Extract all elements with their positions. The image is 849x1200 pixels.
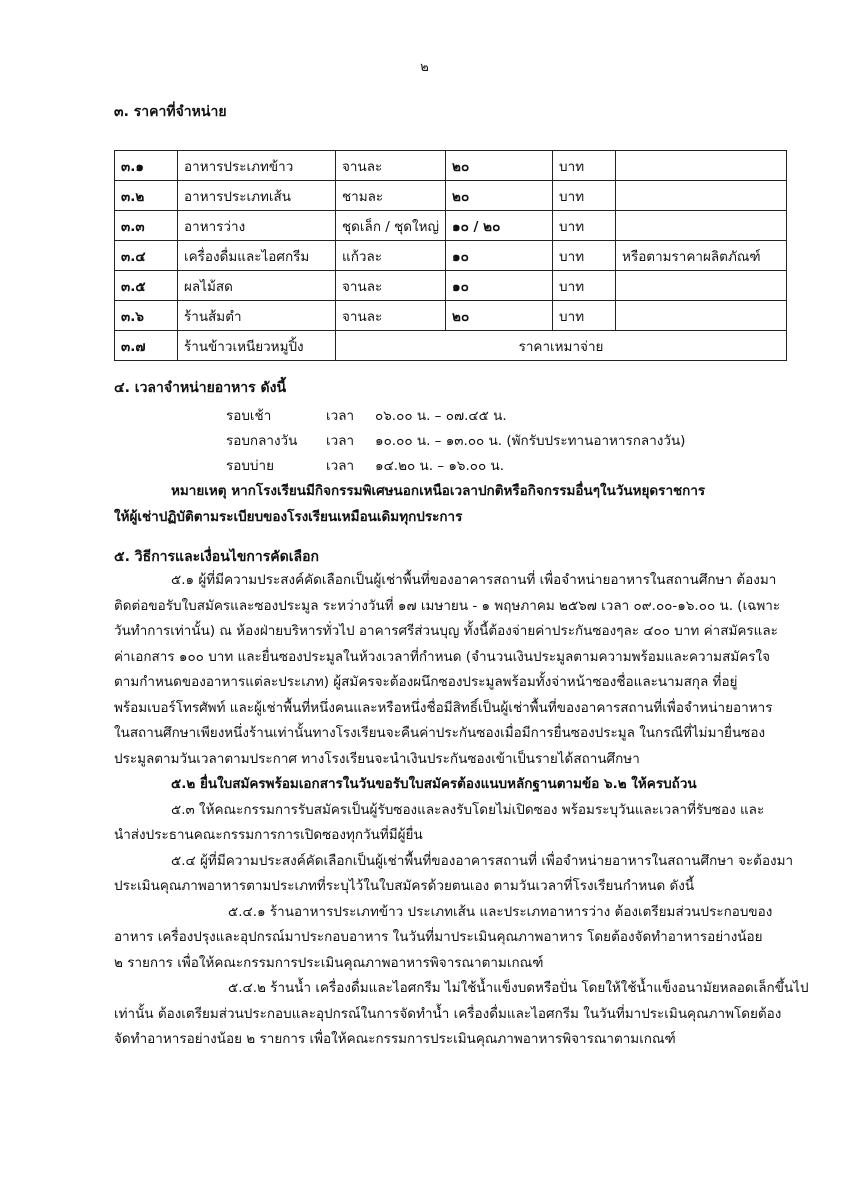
paragraph-line: ๕.๒ ยื่นใบสมัครพร้อมเอกสารในวันขอรับใบสมัครต้องแนบหลักฐานตามข้อ ๖.๒ ให้ครบถ้วน xyxy=(171,776,697,792)
paragraph-line: ๕.๔.๑ ร้านอาหารประเภทข้าว ประเภทเส้น และประเภทอาหารว่าง ต้องเตรียมส่วนประกอบของ xyxy=(228,903,773,920)
section5-body xyxy=(114,568,810,1053)
cell-item-name: เครื่องดื่มและไอศกรีม xyxy=(178,241,336,271)
cell-unit: ชามละ xyxy=(336,181,446,211)
paragraph-line: วันทำการเท่านั้น) ณ ห้องฝ่ายบริหารทั่วไป อาคารศรีส่วนบุญ ทั้งนี้ต้องจ่ายค่าประกันซองๆละ ๔๐๐ บาท ค่าสมัครและ xyxy=(114,623,778,639)
cell-item-name: ผลไม้สด xyxy=(178,271,336,301)
section4-note xyxy=(114,479,810,530)
cell-unit: จานละ xyxy=(336,301,446,331)
schedule-label: รอบบ่าย xyxy=(226,458,274,474)
cell-note xyxy=(616,271,787,301)
schedule-time: ๐๖.๐๐ น. – ๐๗.๔๕ น. xyxy=(375,408,507,424)
price-row xyxy=(115,211,787,241)
schedule-row-noon xyxy=(226,429,685,451)
schedule-label: รอบกลางวัน xyxy=(226,433,298,449)
cell-row-number: ๓.๓ xyxy=(115,211,178,241)
cell-currency: บาท xyxy=(553,271,616,301)
paragraph-line: ค่าเอกสาร ๑๐๐ บาท และยื่นซองประมูลในห้วงเวลาที่กำหนด (จำนวนเงินประมูลตามความพร้อมและความสมัครใจ xyxy=(114,648,771,665)
price-row xyxy=(115,181,787,211)
schedule-row-afternoon xyxy=(226,454,504,476)
cell-note xyxy=(616,301,787,331)
cell-row-number: ๓.๔ xyxy=(115,241,178,271)
schedule-time: ๑๔.๒๐ น. – ๑๖.๐๐ น. xyxy=(375,458,505,474)
cell-currency: บาท xyxy=(553,211,616,241)
section3-heading: ๓. ราคาที่จำหน่าย xyxy=(114,104,227,120)
cell-row-number: ๓.๕ xyxy=(115,271,178,301)
paragraph-line: อาหาร เครื่องปรุงและอุปกรณ์มาประกอบอาหาร ในวันที่มาประเมินคุณภาพอาหาร โดยต้องจัดทำอาหารอย่างน้อย xyxy=(114,929,763,945)
cell-note xyxy=(616,151,787,181)
cell-note xyxy=(616,211,787,241)
cell-item-name: อาหารประเภทข้าว xyxy=(178,151,336,181)
cell-currency: บาท xyxy=(553,151,616,181)
cell-item-name: ร้านข้าวเหนียวหมูปิ้ง xyxy=(178,331,336,361)
paragraph-line: ๕.๑ ผู้ที่มีความประสงค์คัดเลือกเป็นผู้เช่าพื้นที่ของอาคารสถานที่ เพื่อจำหน่ายอาหารในสถานศึกษา ต้องมา xyxy=(171,572,777,588)
note-line: หมายเหตุ หากโรงเรียนมีกิจกรรมพิเศษนอกเหนือเวลาปกติหรือกิจกรรมอื่นๆในวันหยุดราชการ xyxy=(171,483,706,499)
cell-item-name: อาหารประเภทเส้น xyxy=(178,181,336,211)
schedule-time: ๑๐.๐๐ น. – ๑๓.๐๐ น. (พักรับประทานอาหารกลางวัน) xyxy=(375,433,686,449)
paragraph-line: ๕.๓ ให้คณะกรรมการรับสมัครเป็นผู้รับซองและลงรับโดยไม่เปิดซอง พร้อมระบุวันและเวลาที่รับซอง และ xyxy=(171,801,765,818)
price-row xyxy=(115,151,787,181)
cell-unit: ชุดเล็ก / ชุดใหญ่ xyxy=(336,211,446,241)
cell-item-name: ร้านส้มตำ xyxy=(178,301,336,331)
price-row xyxy=(115,271,787,301)
paragraph-line: นำส่งประธานคณะกรรมการการเปิดซองทุกวันที่มีผู้ยื่น xyxy=(114,827,423,843)
schedule-time-word: เวลา xyxy=(326,433,355,449)
price-row xyxy=(115,301,787,331)
cell-unit: แก้วละ xyxy=(336,241,446,271)
cell-item-name: อาหารว่าง xyxy=(178,211,336,241)
price-table xyxy=(114,150,787,361)
section5-heading: ๕. วิธีการและเงื่อนไขการคัดเลือก xyxy=(114,549,319,565)
cell-unit: จานละ xyxy=(336,151,446,181)
cell-merged-price: ราคาเหมาจ่าย xyxy=(336,331,787,361)
section4-heading: ๔. เวลาจำหน่ายอาหาร ดังนี้ xyxy=(114,380,287,396)
cell-currency: บาท xyxy=(553,181,616,211)
cell-price: ๒๐ xyxy=(446,151,553,181)
cell-unit: จานละ xyxy=(336,271,446,301)
page-number: ๒ xyxy=(420,60,429,75)
cell-row-number: ๓.๑ xyxy=(115,151,178,181)
cell-row-number: ๓.๗ xyxy=(115,331,178,361)
paragraph-line: ในสถานศึกษาเพียงหนึ่งร้านเท่านั้นทางโรงเรียนจะคืนค่าประกันซองเมื่อมีการยื่นซองประมูล ในกรณีที่ไม่มายื่นซอง xyxy=(114,725,766,741)
cell-price: ๑๐ xyxy=(446,271,553,301)
cell-currency: บาท xyxy=(553,301,616,331)
schedule-time-word: เวลา xyxy=(326,458,355,474)
note-line: ให้ผู้เช่าปฏิบัติตามระเบียบของโรงเรียนเหมือนเดิมทุกประการ xyxy=(114,508,463,525)
paragraph-line: ประมูลตามวันเวลาตามประกาศ ทางโรงเรียนจะนำเงินประกันซองเข้าเป็นรายได้สถานศึกษา xyxy=(114,750,640,767)
paragraph-line: พร้อมเบอร์โทรศัพท์ และผู้เช่าพื้นที่หนึ่งคนและหรือหนึ่งชื่อมีสิทธิ์เป็นผู้เช่าพื้นที่ของอาคารสถานที่เพื่อจำหน่ายอาหาร xyxy=(114,699,773,716)
cell-row-number: ๓.๒ xyxy=(115,181,178,211)
paragraph-line: เท่านั้น ต้องเตรียมส่วนประกอบและอุปกรณ์ในการจัดทำน้ำ เครื่องดื่มและไอศกรีม ในวันที่มาประเมินคุณภาพโดยต้อง xyxy=(114,1005,782,1022)
paragraph-line: ติดต่อขอรับใบสมัครและซองประมูล ระหว่างวันที่ ๑๗ เมษายน - ๑ พฤษภาคม ๒๕๖๗ เวลา ๐๙.๐๐-๑๖.๐๐ น. (เฉพาะ xyxy=(114,597,781,614)
cell-price: ๑๐ / ๒๐ xyxy=(446,211,553,241)
cell-price: ๑๐ xyxy=(446,241,553,271)
cell-row-number: ๓.๖ xyxy=(115,301,178,331)
cell-note xyxy=(616,181,787,211)
schedule-row-morning xyxy=(226,404,507,426)
paragraph-line: ประเมินคุณภาพอาหารตามประเภทที่ระบุไว้ในใบสมัครด้วยตนเอง ตามวันเวลาที่โรงเรียนกำหนด ดังนี้ xyxy=(114,878,695,894)
price-row xyxy=(115,241,787,271)
price-row xyxy=(115,331,787,361)
paragraph-line: จัดทำอาหารอย่างน้อย ๒ รายการ เพื่อให้คณะกรรมการประเมินคุณภาพอาหารพิจารณาตามเกณฑ์ xyxy=(114,1031,676,1047)
cell-currency: บาท xyxy=(553,241,616,271)
paragraph-line: ตามกำหนดของอาหารแต่ละประเภท) ผู้สมัครจะต้องผนึกซองประมูลพร้อมทั้งจ่าหน้าซองชื่อและนามสกุล ที่อยู่ xyxy=(114,674,738,690)
paragraph-line: ๒ รายการ เพื่อให้คณะกรรมการประเมินคุณภาพอาหารพิจารณาตามเกณฑ์ xyxy=(114,954,544,971)
paragraph-line: ๕.๔.๒ ร้านน้ำ เครื่องดื่มและไอศกรีม ไม่ใช้น้ำแข็งบดหรือปั่น โดยให้ใช้น้ำแข็งอนามัยหลอดเล็กขึ้นไป xyxy=(228,980,809,996)
schedule-label: รอบเช้า xyxy=(226,408,272,424)
schedule-time-word: เวลา xyxy=(326,408,355,424)
cell-price: ๒๐ xyxy=(446,301,553,331)
cell-price: ๒๐ xyxy=(446,181,553,211)
paragraph-line: ๕.๔ ผู้ที่มีความประสงค์คัดเลือกเป็นผู้เช่าพื้นที่ของอาคารสถานที่ เพื่อจำหน่ายอาหารในสถานศึกษา จะต้องมา xyxy=(171,852,794,869)
cell-note: หรือตามราคาผลิตภัณฑ์ xyxy=(616,241,787,271)
